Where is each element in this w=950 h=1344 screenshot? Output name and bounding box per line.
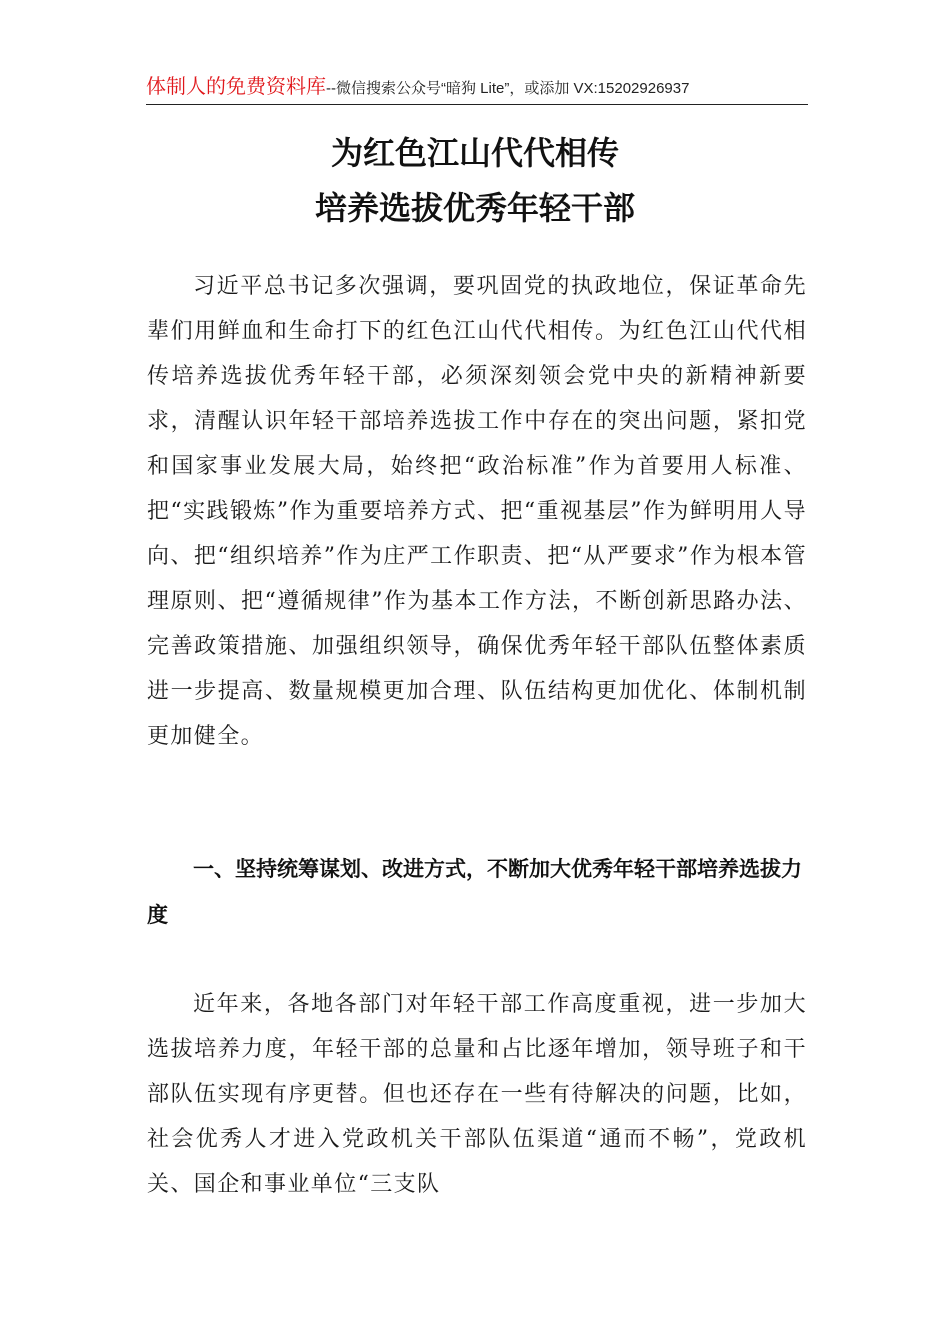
page-header — [146, 72, 808, 105]
document-title-line1: 为红色江山代代相传 — [330, 134, 619, 172]
body-paragraph-1: 习近平总书记多次强调，要巩固党的执政地位，保证革命先辈们用鲜血和生命打下的红色江山代代相传。为红色江山代代相传培养选拔优秀年轻干部，必须深刻领会党中央的新精神新要求，清醒认识年轻干部培养选拔工作中存在的突出问题，紧扣党和国家事业发展大局，始终把“政治标准”作为首要用人标准、把“实践锻炼”作为重要培养方式、把“重视基层”作为鲜明用人导向、把“组织培养”作为庄严工作职责、把“从严要求”作为根本管理原则、把“遵循规律”作为基本工作方法，不断创新思路办法、完善政策措施、加强组织领导，确保优秀年轻干部队伍整体素质进一步提高、数量规模更加合理、队伍结构更加优化、体制机制更加健全。 — [147, 274, 807, 749]
header-brand: 体制人的免费资料库 — [146, 74, 326, 98]
body-paragraph-2: 近年来，各地各部门对年轻干部工作高度重视，进一步加大选拔培养力度，年轻干部的总量和占比逐年增加，领导班子和干部队伍实现有序更替。但也还存在一些有待解决的问题，比如，社会优秀人才进入党政机关干部队伍渠道“通而不畅”，党政机关、国企和事业单位“三支队 — [147, 992, 807, 1197]
header-note: --微信搜索公众号“暗狗 Lite”，或添加 VX:15202926937 — [326, 80, 690, 97]
document-title-line2: 培养选拔优秀年轻干部 — [314, 189, 635, 227]
section-heading-1: 一、坚持统筹谋划、改进方式，不断加大优秀年轻干部培养选拔力度 — [147, 857, 802, 927]
